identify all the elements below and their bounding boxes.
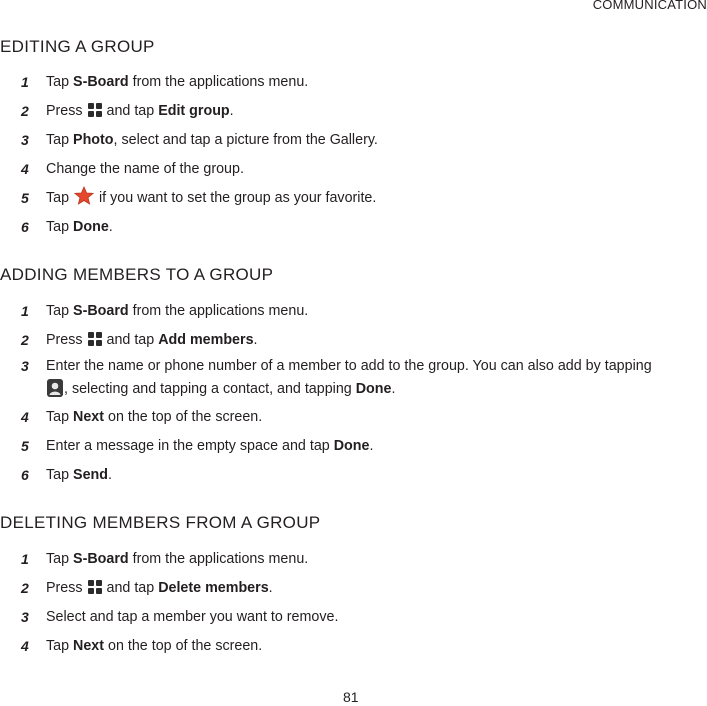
- step-text: Tap S-Board from the applications menu.: [46, 303, 309, 319]
- step-text: Enter a message in the empty space and tap Done.: [46, 438, 374, 454]
- step-number: 2: [21, 332, 29, 348]
- step-number: 4: [21, 409, 29, 425]
- step-number: 1: [21, 551, 29, 567]
- step-text: Tap Photo, select and tap a picture from the Gallery.: [46, 132, 378, 148]
- step-text: Select and tap a member you want to remove.: [46, 609, 339, 625]
- step-text: Tap S-Board from the applications menu.: [46, 551, 309, 567]
- step-number: 3: [21, 132, 29, 148]
- step-number: 1: [21, 303, 29, 319]
- step-number: 5: [21, 190, 29, 206]
- step-number: 4: [21, 161, 29, 177]
- section-title-deleting: DELETING MEMBERS FROM A GROUP: [0, 513, 321, 532]
- step-number: 3: [21, 358, 29, 374]
- step-text: Press and tap Edit group.: [46, 103, 234, 119]
- step-text: Tap Done.: [46, 219, 113, 235]
- step-text: Press and tap Delete members.: [46, 580, 273, 596]
- step-text-line2: , selecting and tapping a contact, and tapping Done.: [46, 377, 395, 402]
- menu-grid-icon: [88, 580, 102, 594]
- step-number: 6: [21, 467, 29, 483]
- section-title-editing: EDITING A GROUP: [0, 37, 155, 56]
- step-number: 5: [21, 438, 29, 454]
- section-title-adding: ADDING MEMBERS TO A GROUP: [0, 265, 274, 284]
- page-number: 81: [343, 689, 359, 705]
- menu-grid-icon: [88, 103, 102, 117]
- step-number: 6: [21, 219, 29, 235]
- step-number: 2: [21, 103, 29, 119]
- contact-icon: [47, 379, 63, 397]
- step-number: 2: [21, 580, 29, 596]
- favorite-star-icon: [74, 186, 94, 206]
- menu-grid-icon: [88, 332, 102, 346]
- step-number: 4: [21, 638, 29, 654]
- step-text: Tap Next on the top of the screen.: [46, 638, 263, 654]
- list-item: [0, 354, 707, 404]
- step-text: Tap if you want to set the group as your favorite.: [46, 186, 376, 211]
- header-section-label: COMMUNICATION: [592, 0, 707, 12]
- step-number: 1: [21, 74, 29, 90]
- step-text: Tap S-Board from the applications menu.: [46, 74, 309, 90]
- step-text-line1: Enter the name or phone number of a member to add to the group. You can also add by tapping: [46, 358, 652, 374]
- step-number: 3: [21, 609, 29, 625]
- step-text: Change the name of the group.: [46, 161, 244, 177]
- step-text: Press and tap Add members.: [46, 332, 258, 348]
- step-text: Tap Next on the top of the screen.: [46, 409, 263, 425]
- step-text: Tap Send.: [46, 467, 112, 483]
